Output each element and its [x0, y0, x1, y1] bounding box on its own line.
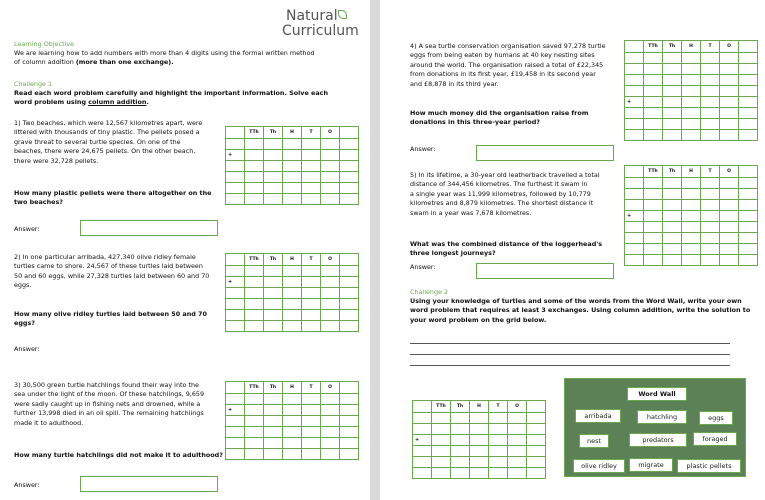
- problem-3-text: 3) 30,500 green turtle hatchlings found their way into the sea under the light of the moon. Of these hatchlings, 9,659 were sadly caught up in fishing nets and drowned, while a further 13,998 died in an oil spill. The remaining hatchlings made it to adulthood.: [14, 381, 205, 427]
- challenge-2-heading: Challenge 2: [410, 288, 449, 296]
- writing-line-1[interactable]: [410, 343, 730, 344]
- column-addition-grid-2[interactable]: TTh Th H T O +: [225, 253, 359, 332]
- word-predators: predators: [629, 433, 687, 447]
- problem-2-question: How many olive ridley turtles laid between 50 and 70 eggs?: [14, 310, 207, 328]
- column-addition-grid-4[interactable]: TTh Th H T O +: [624, 40, 758, 141]
- word-arribada: arribada: [575, 409, 621, 423]
- problem-5-text: 5) In its lifetime, a 30-year old leatherback travelled a total distance of 344,456 kilometres. The furthest it swam in a single year was 11,999 kilometres, followed by 10,779 kilometres and 8,879 kilometres. The shortest distance it swam in a year was 7,678 kilometres.: [410, 171, 600, 217]
- word-foraged: foraged: [693, 432, 737, 446]
- writing-line-2[interactable]: [410, 354, 730, 355]
- objective-line-1: We are learning how to add numbers with more than 4 digits using the formal written method: [14, 49, 315, 57]
- word-hatchling: hatchling: [637, 410, 687, 424]
- answer-box-1[interactable]: [80, 220, 218, 236]
- objective-line-2: of column addition (more than one exchange).: [14, 58, 174, 66]
- answer-label-2: Answer:: [14, 345, 40, 353]
- natural-curriculum-logo: Natural Curriculum: [282, 8, 359, 39]
- answer-box-4[interactable]: [476, 145, 614, 161]
- answer-box-3[interactable]: [80, 476, 218, 492]
- word-olive-ridley: olive ridley: [573, 459, 625, 473]
- leaf-icon: [338, 10, 347, 19]
- challenge-1-heading: Challenge 1: [14, 80, 53, 88]
- challenge-1-instruction-2: word problem using column addition.: [14, 98, 149, 106]
- worksheet-page-2: [380, 0, 765, 500]
- answer-label-3: Answer:: [14, 481, 40, 489]
- problem-4-text: 4) A sea turtle conservation organisation saved 97,278 turtle eggs from being eaten by humans at 40 key nesting sites around the world. The organisation raised a total of £22,345 from donations in its first year, £19,458 in its second year and £8,878 in its third year.: [410, 42, 606, 88]
- column-addition-grid-5[interactable]: TTh Th H T O +: [624, 165, 758, 266]
- problem-2-text: 2) In one particular arribada, 427,340 olive ridley female turtles came to shore. 24,567 of these turtles laid between 50 and 60 eggs, while 27,328 turtles laid between 60 and 70 eggs.: [14, 253, 210, 290]
- worksheet-page-1: [0, 0, 370, 500]
- answer-label-4: Answer:: [410, 145, 436, 153]
- problem-5-question: What was the combined distance of the loggerhead's three longest journeys?: [410, 240, 603, 258]
- challenge-1-instruction-1: Read each word problem carefully and highlight the important information. Solve each: [14, 89, 329, 97]
- problem-1-question: How many plastic pellets were there altogether on the two beaches?: [14, 189, 212, 207]
- word-eggs: eggs: [699, 411, 733, 425]
- word-migrate: migrate: [629, 458, 673, 472]
- objective-heading: Learning Objective: [14, 40, 75, 48]
- column-addition-grid-6[interactable]: TTh Th H T O +: [412, 400, 546, 479]
- challenge-2-instructions: Using your knowledge of turtles and some of the words from the Word Wall, write your own word problem that requires at least 3 exchanges. Using column addition, write the solution to your word problem on the grid below.: [410, 297, 751, 324]
- column-addition-grid-3[interactable]: TTh Th H T O +: [225, 381, 359, 460]
- answer-label-1: Answer:: [14, 225, 40, 233]
- word-plastic-pellets: plastic pellets: [677, 459, 741, 473]
- problem-1-text: 1) Two beaches, which were 12,567 kilometres apart, were littered with thousands of tiny plastic. The pellets posed a grave threat to several turtle species. On one of the beaches, there were 24,675 pellets. On the other beach, there were 32,728 pellets.: [14, 119, 203, 165]
- word-nest: nest: [579, 434, 609, 448]
- word-wall: [564, 378, 746, 477]
- writing-line-3[interactable]: [410, 365, 730, 366]
- problem-3-question: How many turtle hatchlings did not make it to adulthood?: [14, 451, 223, 459]
- column-addition-grid-1[interactable]: TTh Th H T O +: [225, 126, 359, 205]
- problem-4-question: How much money did the organisation raise from donations in this three-year period?: [410, 109, 589, 127]
- answer-label-5: Answer:: [410, 263, 436, 271]
- word-wall-title: Word Wall: [627, 387, 687, 401]
- answer-box-5[interactable]: [476, 263, 614, 279]
